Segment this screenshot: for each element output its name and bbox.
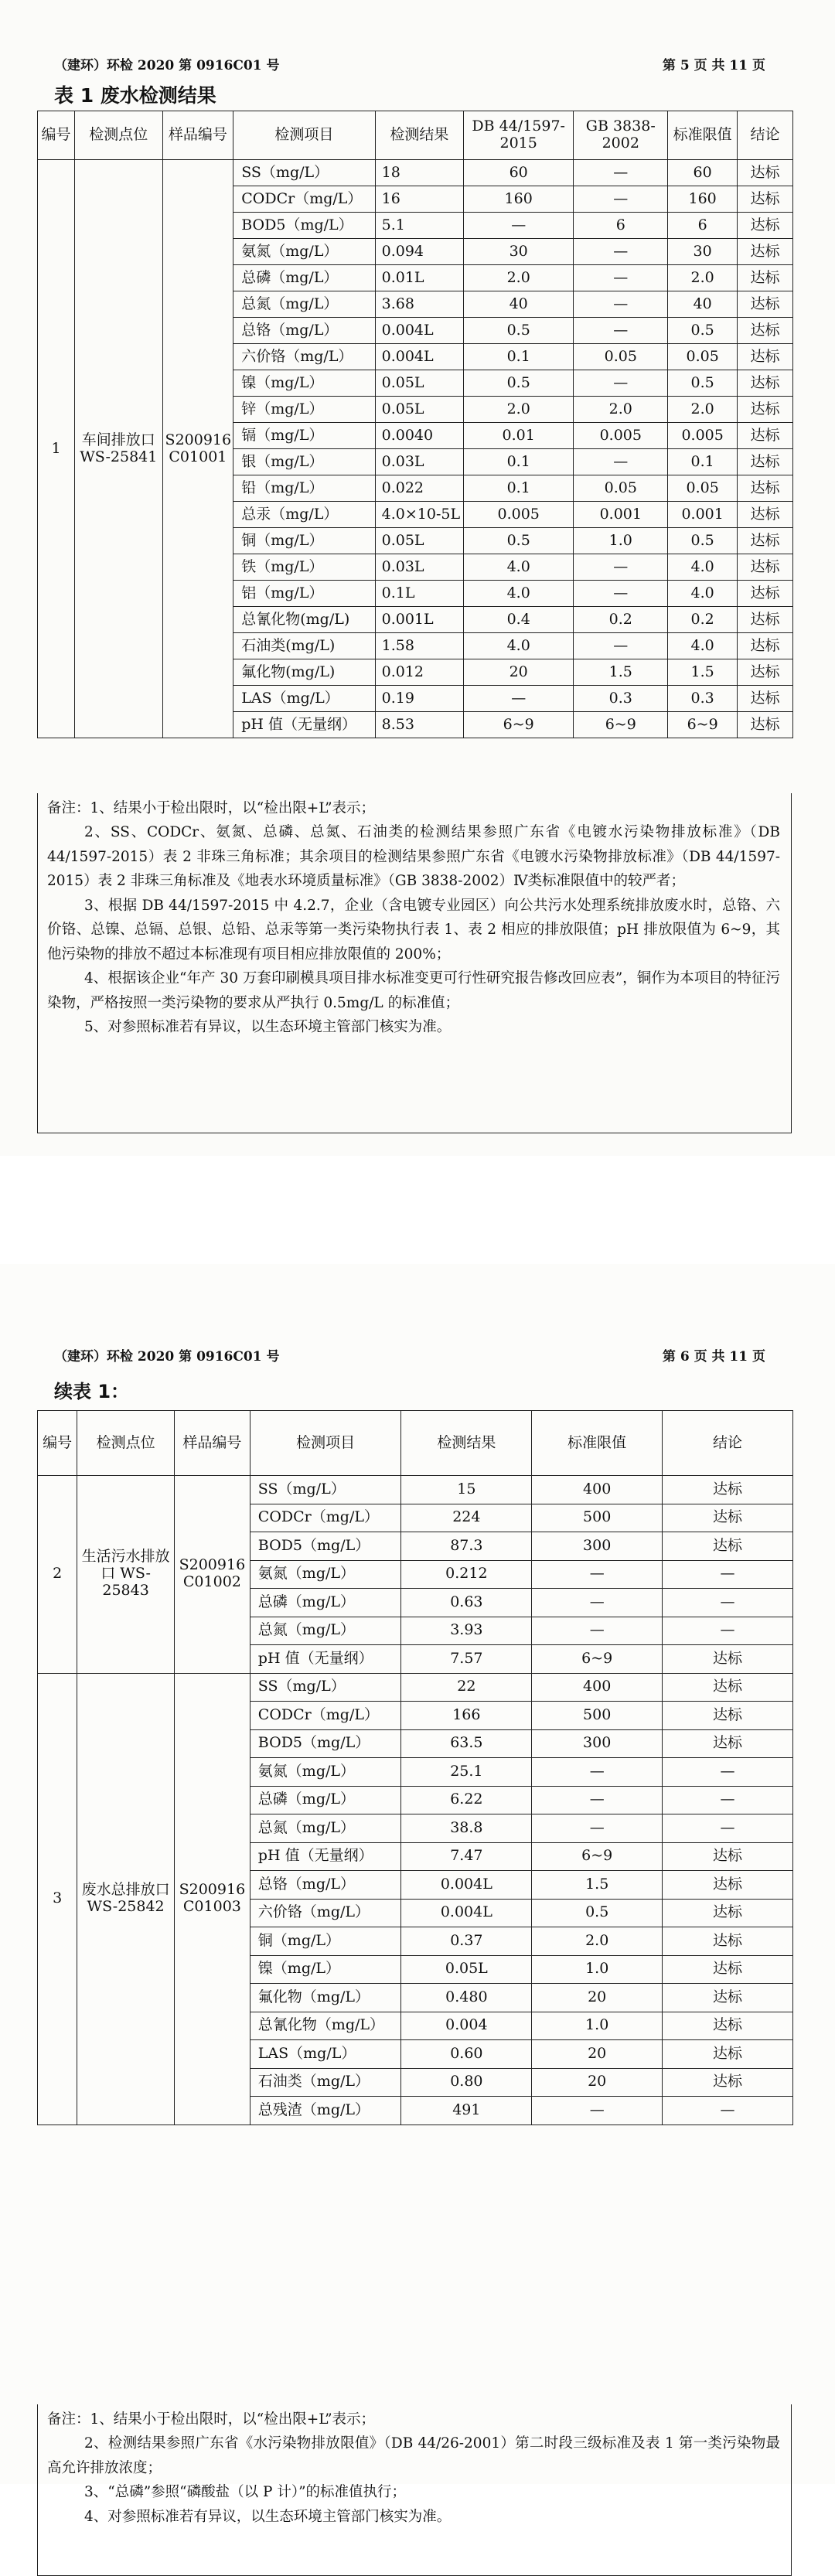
cell-db-limit: 0.5 (464, 370, 574, 397)
cell-result: 16 (375, 186, 464, 213)
table-row (38, 1673, 793, 1702)
cell-result: 0.80 (401, 2068, 532, 2097)
cell-result: 0.01L (375, 265, 464, 291)
cell-db-limit: — (464, 686, 574, 712)
cell-conclusion: 达标 (663, 1984, 793, 2012)
cell-location: 生活污水排放口 WS-25843 (77, 1476, 175, 1674)
cell-limit: 1.5 (532, 1871, 663, 1900)
cell-item: CODCr（mg/L） (250, 1504, 401, 1532)
remark-4: 4、对参照标准若有异议，以生态环境主管部门核实为准。 (84, 2508, 452, 2525)
cell-db-limit: 4.0 (464, 581, 574, 607)
col-header-limit: 标准限值 (668, 111, 738, 160)
cell-conclusion: — (663, 1589, 793, 1617)
cell-db-limit: 0.1 (464, 344, 574, 370)
cell-gb-limit: — (574, 370, 668, 397)
cell-conclusion: 达标 (663, 2012, 793, 2040)
cell-conclusion: 达标 (737, 712, 792, 738)
cell-item: 总氰化物(mg/L) (233, 607, 375, 633)
cell-item: 总汞（mg/L） (233, 502, 375, 528)
cell-limit: 40 (668, 291, 738, 318)
cell-result: 0.05L (375, 370, 464, 397)
cell-conclusion: 达标 (663, 1899, 793, 1927)
cell-sample: S200916 C01003 (174, 1673, 250, 2125)
cell-limit: 0.05 (668, 475, 738, 502)
cell-conclusion: 达标 (663, 1532, 793, 1561)
report-page-5 (0, 0, 835, 1156)
cell-limit: — (532, 1814, 663, 1843)
cell-item: 铅（mg/L） (233, 475, 375, 502)
cell-conclusion: — (663, 1758, 793, 1787)
cell-conclusion: 达标 (737, 633, 792, 659)
cell-item: 六价铬（mg/L） (250, 1899, 401, 1927)
cell-conclusion: — (663, 1814, 793, 1843)
table-row (38, 1476, 793, 1504)
cell-db-limit: 30 (464, 239, 574, 265)
cell-gb-limit: 0.05 (574, 475, 668, 502)
cell-result: 0.004 (401, 2012, 532, 2040)
cell-item: 总氮（mg/L） (233, 291, 375, 318)
cell-db-limit: 60 (464, 160, 574, 186)
cell-item: 总铬（mg/L） (250, 1871, 401, 1900)
cell-item: BOD5（mg/L） (250, 1729, 401, 1758)
cell-limit: 0.5 (668, 370, 738, 397)
cell-conclusion: 达标 (663, 2040, 793, 2069)
cell-conclusion: 达标 (737, 213, 792, 239)
col-header-limit: 标准限值 (532, 1411, 663, 1476)
cell-conclusion: — (663, 1786, 793, 1814)
cell-result: 0.0040 (375, 423, 464, 449)
col-header-item: 检测项目 (250, 1411, 401, 1476)
cell-conclusion: 达标 (663, 1871, 793, 1900)
cell-limit: 30 (668, 239, 738, 265)
cell-gb-limit: 0.2 (574, 607, 668, 633)
cell-limit: 2.0 (668, 397, 738, 423)
cell-limit: — (532, 1560, 663, 1589)
cell-db-limit: 160 (464, 186, 574, 213)
cell-limit: 0.5 (532, 1899, 663, 1927)
cell-result: 3.93 (401, 1617, 532, 1645)
cell-result: 0.63 (401, 1589, 532, 1617)
cell-limit: 1.0 (532, 2012, 663, 2040)
cell-item: BOD5（mg/L） (250, 1532, 401, 1561)
report-number: （建环）环检 2020 第 0916C01 号 (54, 58, 280, 73)
cell-conclusion: 达标 (737, 265, 792, 291)
report-number: （建环）环检 2020 第 0916C01 号 (54, 1349, 280, 1365)
cell-gb-limit: 1.0 (574, 528, 668, 554)
cell-conclusion: 达标 (737, 607, 792, 633)
cell-gb-limit: — (574, 291, 668, 318)
cell-limit: 300 (532, 1729, 663, 1758)
cell-db-limit: 6~9 (464, 712, 574, 738)
cell-result: 0.1L (375, 581, 464, 607)
cell-result: 3.68 (375, 291, 464, 318)
cell-limit: 0.5 (668, 528, 738, 554)
cell-conclusion: 达标 (663, 1504, 793, 1532)
cell-limit: 20 (532, 2068, 663, 2097)
cell-conclusion: 达标 (737, 370, 792, 397)
remarks (37, 2404, 792, 2576)
cell-result: 0.004L (401, 1871, 532, 1900)
page-gap (0, 1156, 835, 1264)
cell-result: 18 (375, 160, 464, 186)
cell-result: 224 (401, 1504, 532, 1532)
cell-result: 491 (401, 2097, 532, 2125)
col-header-location: 检测点位 (75, 111, 163, 160)
cell-item: BOD5（mg/L） (233, 213, 375, 239)
cell-result: 0.60 (401, 2040, 532, 2069)
cell-db-limit: 0.5 (464, 528, 574, 554)
cell-item: 铝（mg/L） (233, 581, 375, 607)
cell-gb-limit: — (574, 554, 668, 581)
cell-conclusion: 达标 (663, 1927, 793, 1956)
cell-item: LAS（mg/L） (233, 686, 375, 712)
cell-limit: 6~9 (668, 712, 738, 738)
cell-no: 2 (38, 1476, 77, 1674)
cell-limit: 60 (668, 160, 738, 186)
cell-item: 氨氮（mg/L） (250, 1560, 401, 1589)
remark-2: 2、检测结果参照广东省《水污染物排放限值》（DB 44/26-2001）第二时段三级标准及表 1 第一类污染物最高允许排放浓度； (47, 2435, 780, 2476)
remark-3: 3、“总磷”参照“磷酸盐（以 P 计）”的标准值执行； (84, 2484, 407, 2501)
cell-conclusion: 达标 (737, 397, 792, 423)
cell-item: 镍（mg/L） (233, 370, 375, 397)
table-row (38, 160, 793, 186)
cell-no: 1 (38, 160, 75, 738)
cell-limit: — (532, 1786, 663, 1814)
cell-limit: 4.0 (668, 554, 738, 581)
cell-db-limit: 4.0 (464, 554, 574, 581)
cell-item: SS（mg/L） (233, 160, 375, 186)
cell-gb-limit: — (574, 449, 668, 475)
cell-result: 87.3 (401, 1532, 532, 1561)
cell-gb-limit: — (574, 160, 668, 186)
cell-limit: 1.0 (532, 1955, 663, 1984)
cell-conclusion: 达标 (663, 1702, 793, 1730)
cell-limit: — (532, 1617, 663, 1645)
cell-db-limit: 4.0 (464, 633, 574, 659)
cell-gb-limit: — (574, 318, 668, 344)
cell-db-limit: — (464, 213, 574, 239)
cell-conclusion: 达标 (737, 528, 792, 554)
cell-item: LAS（mg/L） (250, 2040, 401, 2069)
page-number: 第 5 页 共 11 页 (662, 58, 765, 73)
cell-conclusion: 达标 (663, 1729, 793, 1758)
cell-result: 0.004L (401, 1899, 532, 1927)
cell-conclusion: — (663, 1560, 793, 1589)
wastewater-results-continued-table (37, 1410, 793, 2125)
cell-db-limit: 0.1 (464, 475, 574, 502)
cell-item: 总铬（mg/L） (233, 318, 375, 344)
cell-item: 总氰化物（mg/L） (250, 2012, 401, 2040)
cell-limit: 400 (532, 1673, 663, 1702)
cell-result: 0.094 (375, 239, 464, 265)
cell-item: 铜（mg/L） (250, 1927, 401, 1956)
cell-limit: 4.0 (668, 633, 738, 659)
col-header-conclusion: 结论 (737, 111, 792, 160)
cell-db-limit: 40 (464, 291, 574, 318)
remark-1: 备注：1、结果小于检出限时，以“检出限+L”表示； (47, 2411, 376, 2428)
cell-result: 0.03L (375, 449, 464, 475)
cell-limit: — (532, 1589, 663, 1617)
cell-result: 0.480 (401, 1984, 532, 2012)
remark-2: 2、SS、CODCr、氨氮、总磷、总氮、石油类的检测结果参照广东省《电镀水污染物排放标准》（DB 44/1597-2015）表 2 非珠三角标准；其余项目的检测结果参照广东省《电镀水污染物排放标准》（DB 44/1597-2015）表 2 非珠三角标准及《地表水环境质量标准》（GB 3838-2002）Ⅳ类标准限值中的较严者； (47, 824, 780, 890)
cell-result: 0.05L (375, 397, 464, 423)
cell-item: 六价铬（mg/L） (233, 344, 375, 370)
cell-limit: 0.3 (668, 686, 738, 712)
cell-item: pH 值（无量纲） (233, 712, 375, 738)
col-header-sample: 样品编号 (174, 1411, 250, 1476)
col-header-db: DB 44/1597-2015 (464, 111, 574, 160)
col-header-gb: GB 3838-2002 (574, 111, 668, 160)
cell-gb-limit: — (574, 633, 668, 659)
cell-limit: 500 (532, 1702, 663, 1730)
cell-result: 8.53 (375, 712, 464, 738)
cell-limit: 0.001 (668, 502, 738, 528)
cell-db-limit: 0.5 (464, 318, 574, 344)
cell-conclusion: 达标 (737, 686, 792, 712)
cell-result: 0.004L (375, 344, 464, 370)
cell-conclusion: 达标 (663, 1673, 793, 1702)
cell-conclusion: 达标 (737, 318, 792, 344)
cell-limit: 400 (532, 1476, 663, 1504)
cell-result: 166 (401, 1702, 532, 1730)
cell-gb-limit: 0.3 (574, 686, 668, 712)
table-title: 表 1 废水检测结果 (54, 84, 216, 107)
cell-result: 22 (401, 1673, 532, 1702)
cell-gb-limit: — (574, 581, 668, 607)
cell-limit: — (532, 1758, 663, 1787)
cell-db-limit: 0.005 (464, 502, 574, 528)
cell-limit: 6~9 (532, 1645, 663, 1674)
cell-item: 铁（mg/L） (233, 554, 375, 581)
cell-gb-limit: 6~9 (574, 712, 668, 738)
cell-conclusion: 达标 (737, 239, 792, 265)
cell-result: 1.58 (375, 633, 464, 659)
cell-limit: 2.0 (532, 1927, 663, 1956)
cell-conclusion: 达标 (737, 581, 792, 607)
cell-conclusion: 达标 (737, 344, 792, 370)
cell-result: 0.012 (375, 659, 464, 686)
cell-sample: S200916 C01001 (162, 160, 233, 738)
remarks (37, 793, 792, 1133)
cell-conclusion: 达标 (737, 554, 792, 581)
cell-item: 氟化物(mg/L) (233, 659, 375, 686)
cell-gb-limit: 1.5 (574, 659, 668, 686)
cell-conclusion: 达标 (663, 2068, 793, 2097)
cell-item: 总残渣（mg/L） (250, 2097, 401, 2125)
cell-result: 63.5 (401, 1729, 532, 1758)
remark-3: 3、根据 DB 44/1597-2015 中 4.2.7，企业（含电镀专业园区）向公共污水处理系统排放废水时，总铬、六价铬、总镍、总镉、总银、总铅、总汞等第一类污染物执行表 1、表 2 相应的排放限值；pH 排放限值为 6~9，其他污染物的排放不超过本标准现有项目相应排放限值的 200%； (47, 897, 780, 963)
cell-conclusion: 达标 (737, 659, 792, 686)
report-page-6 (0, 1264, 835, 2525)
cell-conclusion: 达标 (663, 1645, 793, 1674)
cell-result: 7.57 (401, 1645, 532, 1674)
cell-result: 4.0×10-5L (375, 502, 464, 528)
cell-item: CODCr（mg/L） (250, 1702, 401, 1730)
cell-item: 总氮（mg/L） (250, 1617, 401, 1645)
cell-limit: 6 (668, 213, 738, 239)
cell-item: 锌（mg/L） (233, 397, 375, 423)
cell-gb-limit: 0.05 (574, 344, 668, 370)
cell-item: 总氮（mg/L） (250, 1814, 401, 1843)
cell-result: 0.004L (375, 318, 464, 344)
cell-conclusion: 达标 (663, 1955, 793, 1984)
cell-result: 7.47 (401, 1842, 532, 1871)
table-title: 续表 1： (54, 1381, 130, 1402)
cell-limit: 300 (532, 1532, 663, 1561)
cell-db-limit: 2.0 (464, 265, 574, 291)
cell-conclusion: 达标 (663, 1842, 793, 1871)
cell-item: 总磷（mg/L） (250, 1786, 401, 1814)
cell-result: 6.22 (401, 1786, 532, 1814)
cell-db-limit: 0.01 (464, 423, 574, 449)
cell-db-limit: 0.4 (464, 607, 574, 633)
cell-result: 0.05L (401, 1955, 532, 1984)
remark-1: 备注：1、结果小于检出限时，以“检出限+L”表示； (47, 800, 376, 816)
cell-result: 0.001L (375, 607, 464, 633)
cell-conclusion: 达标 (737, 502, 792, 528)
cell-item: 氨氮（mg/L） (233, 239, 375, 265)
cell-result: 5.1 (375, 213, 464, 239)
cell-db-limit: 0.1 (464, 449, 574, 475)
cell-item: pH 值（无量纲） (250, 1842, 401, 1871)
cell-limit: 20 (532, 1984, 663, 2012)
cell-limit: 20 (532, 2040, 663, 2069)
cell-conclusion: — (663, 1617, 793, 1645)
cell-sample: S200916 C01002 (174, 1476, 250, 1674)
cell-limit: 0.05 (668, 344, 738, 370)
cell-db-limit: 20 (464, 659, 574, 686)
wastewater-results-table (37, 111, 793, 738)
cell-gb-limit: 6 (574, 213, 668, 239)
cell-conclusion: 达标 (663, 1476, 793, 1504)
cell-result: 0.19 (375, 686, 464, 712)
cell-result: 25.1 (401, 1758, 532, 1787)
cell-limit: 6~9 (532, 1842, 663, 1871)
cell-no: 3 (38, 1673, 77, 2125)
cell-item: 氨氮（mg/L） (250, 1758, 401, 1787)
cell-limit: 4.0 (668, 581, 738, 607)
cell-limit: 2.0 (668, 265, 738, 291)
col-header-location: 检测点位 (77, 1411, 175, 1476)
cell-conclusion: 达标 (737, 449, 792, 475)
cell-item: CODCr（mg/L） (233, 186, 375, 213)
col-header-no: 编号 (38, 111, 75, 160)
cell-gb-limit: 0.001 (574, 502, 668, 528)
cell-conclusion: 达标 (737, 475, 792, 502)
cell-limit: 0.005 (668, 423, 738, 449)
cell-result: 15 (401, 1476, 532, 1504)
cell-result: 38.8 (401, 1814, 532, 1843)
cell-gb-limit: — (574, 265, 668, 291)
cell-item: 总磷（mg/L） (233, 265, 375, 291)
cell-conclusion: 达标 (737, 423, 792, 449)
cell-result: 0.212 (401, 1560, 532, 1589)
cell-item: 银（mg/L） (233, 449, 375, 475)
col-header-sample: 样品编号 (162, 111, 233, 160)
cell-conclusion: 达标 (737, 291, 792, 318)
cell-limit: 0.5 (668, 318, 738, 344)
cell-location: 车间排放口 WS-25841 (75, 160, 163, 738)
cell-result: 0.03L (375, 554, 464, 581)
cell-item: 氟化物（mg/L） (250, 1984, 401, 2012)
col-header-result: 检测结果 (401, 1411, 532, 1476)
cell-gb-limit: — (574, 186, 668, 213)
cell-result: 0.05L (375, 528, 464, 554)
remark-4: 4、根据该企业“年产 30 万套印刷模具项目排水标准变更可行性研究报告修改回应表”，铜作为本项目的特征污染物，严格按照一类污染物的要求从严执行 0.5mg/L 的标准值； (47, 970, 780, 1011)
cell-item: 铜（mg/L） (233, 528, 375, 554)
col-header-item: 检测项目 (233, 111, 375, 160)
col-header-no: 编号 (38, 1411, 77, 1476)
cell-gb-limit: — (574, 239, 668, 265)
cell-result: 0.37 (401, 1927, 532, 1956)
cell-item: 镉（mg/L） (233, 423, 375, 449)
remark-5: 5、对参照标准若有异议，以生态环境主管部门核实为准。 (84, 1018, 452, 1035)
col-header-result: 检测结果 (375, 111, 464, 160)
col-header-conclusion: 结论 (663, 1411, 793, 1476)
cell-limit: 0.2 (668, 607, 738, 633)
cell-item: 石油类(mg/L) (233, 633, 375, 659)
cell-item: 总磷（mg/L） (250, 1589, 401, 1617)
cell-location: 废水总排放口 WS-25842 (77, 1673, 175, 2125)
cell-gb-limit: 0.005 (574, 423, 668, 449)
cell-limit: 160 (668, 186, 738, 213)
page-number: 第 6 页 共 11 页 (662, 1349, 765, 1365)
cell-item: pH 值（无量纲） (250, 1645, 401, 1674)
cell-item: 镍（mg/L） (250, 1955, 401, 1984)
cell-limit: 0.1 (668, 449, 738, 475)
cell-limit: — (532, 2097, 663, 2125)
cell-conclusion: — (663, 2097, 793, 2125)
cell-item: SS（mg/L） (250, 1476, 401, 1504)
cell-limit: 1.5 (668, 659, 738, 686)
cell-conclusion: 达标 (737, 160, 792, 186)
cell-gb-limit: 2.0 (574, 397, 668, 423)
cell-limit: 500 (532, 1504, 663, 1532)
table-header-row (38, 111, 793, 160)
cell-item: 石油类（mg/L） (250, 2068, 401, 2097)
cell-result: 0.022 (375, 475, 464, 502)
cell-db-limit: 2.0 (464, 397, 574, 423)
cell-conclusion: 达标 (737, 186, 792, 213)
cell-item: SS（mg/L） (250, 1673, 401, 1702)
table-header-row (38, 1411, 793, 1476)
